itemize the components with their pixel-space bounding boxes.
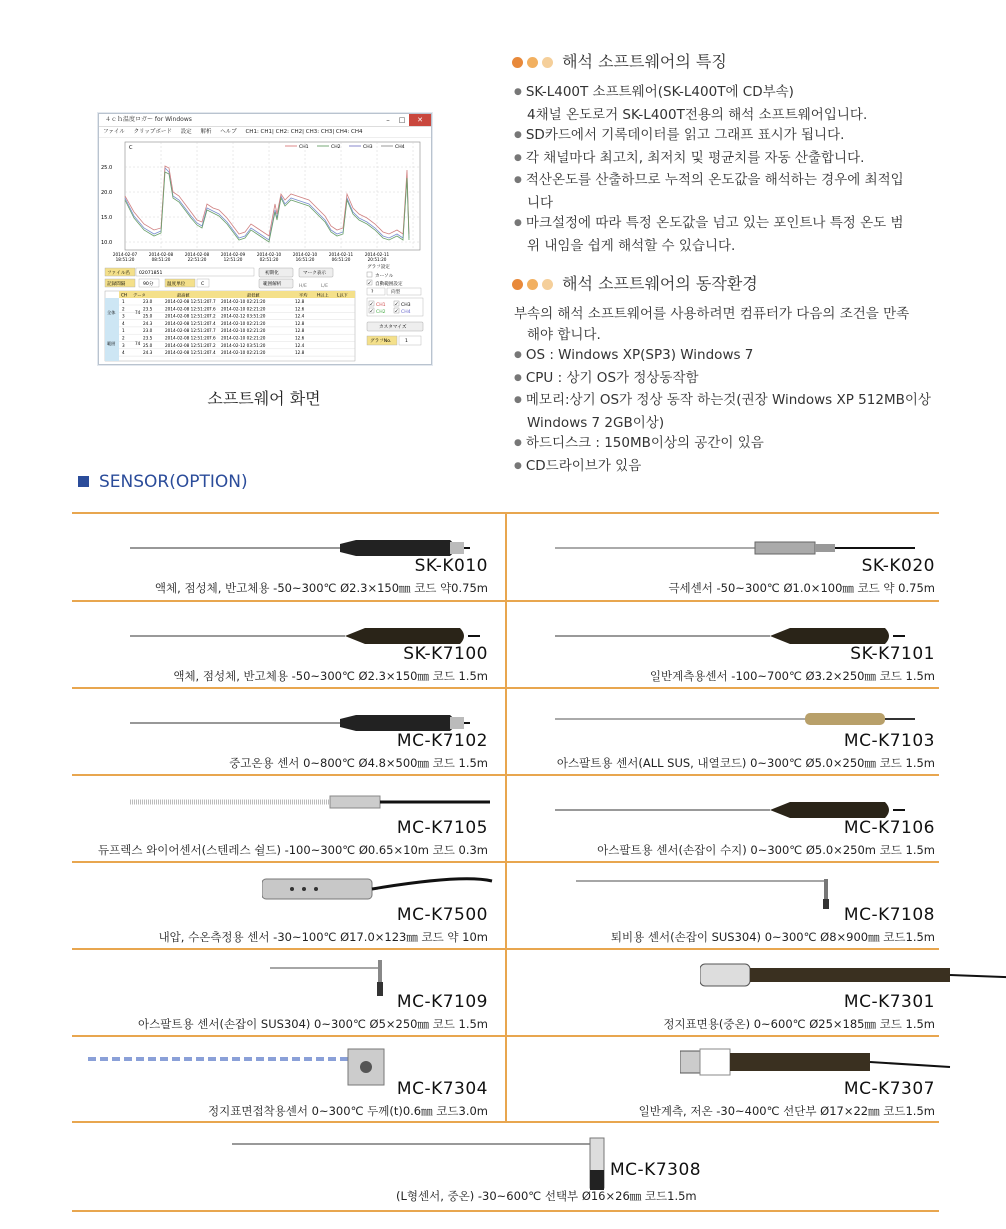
sensor-description: 아스팔트용 센서(손잡이 수지) 0~300℃ Ø5.0×250m 코드 1.5m [597,843,935,857]
range-button-label: 範囲解析 [263,282,282,287]
table-cell: 2014-02-08 12:51:20 [165,306,210,312]
row-group-label: 全体 [107,310,116,315]
table-cell: 23.0 [143,299,153,304]
features-title [512,49,727,72]
table-cell: 1 [122,299,125,304]
table-cell: 1 [122,328,125,334]
x-tick: 18:51:20 [115,257,135,262]
table-cell: 2014-02-08 12:51:20 [165,342,210,348]
divider [72,1210,939,1212]
sensor-cell [509,1037,937,1121]
list-item: ● SK-L400T 소프트웨어(SK-L400T에 CD부속) [514,82,944,105]
list-item: 해야 합니다. [527,326,601,343]
x-tick: 2014-02-10 [256,252,282,257]
sensor-model: SK-K010 [414,556,488,576]
table-cell: 2014-02-10 02:21:20 [221,328,266,334]
table-cell: 2014-02-08 12:51:20 [165,320,210,326]
table-cell: 2014-02-12 03:51:20 [221,313,266,319]
sensor-description: 극세센서 -50~300℃ Ø1.0×100㎜ 코드 약 0.75m [668,581,935,595]
sensor-cell [509,863,937,947]
list-item: 위 내임을 쉽게 해석할 수 있습니다. [527,237,736,254]
table-cell: 2014-02-08 12:51:20 [165,335,210,341]
y-tick: 10.0 [101,240,113,246]
ch2-label: CH2 [376,310,386,315]
sensor-description: 아스팔트용 센서(손잡이 SUS304) 0~300℃ Ø5×250㎜ 코드 1.5m [138,1017,488,1031]
init-button-label: 初期化 [265,271,279,276]
interval-label: 記録間隔 [107,282,126,287]
sensor-description: 액체, 점성체, 반고체용 -50~300℃ Ø2.3×150㎜ 코드 약0.75m [154,581,488,595]
features-list [514,82,944,256]
sensor-description: 액체, 점성체, 반고체용 -50~300℃ Ø2.3×150㎜ 코드 1.5m [173,669,488,683]
x-tick: 2014-02-07 [112,252,138,257]
sensor-cell [74,1037,490,1121]
sensor-cell [74,514,490,598]
row-group-label: 範囲 [107,341,116,346]
table-cell: 7.6 [209,335,216,341]
table-cell: 12.8 [295,350,305,356]
legend-ch3: CH3 [363,145,373,150]
sensor-model: MC-K7106 [843,818,935,838]
sensor-description: 아스팔트용 센서(ALL SUS, 내열코드) 0~300℃ Ø5.0×250㎜ 코드 1.5m [556,756,935,770]
mark-button-label: マーク表示 [303,271,326,276]
x-tick: 16:51:20 [295,257,315,262]
table-cell: 2014-02-08 12:51:20 [165,350,210,356]
table-cell: 23.5 [143,335,153,341]
check-icon: ✓ [367,280,372,287]
minimize-icon: – [386,116,390,124]
sensor-heading-text: SENSOR(OPTION) [99,472,248,492]
sensor-cell [509,776,937,860]
unit-label: 温度単位 [167,282,186,287]
table-cell: 24.3 [143,350,153,356]
table-cell: 2014-02-08 12:51:20 [165,299,210,304]
check-icon: ✓ [394,301,399,308]
menu-item: ヘルプ [220,129,237,135]
x-tick: 2014-02-09 [220,252,246,257]
table-cell: 4 [122,350,125,356]
table-header: データ [133,292,146,298]
sensor-cell [74,1124,940,1208]
window-title: ４ｃｈ温度ロガー for Windows [105,116,192,123]
software-screenshot [98,113,432,365]
list-item: ● 각 채널마다 최고치, 최저치 및 평균치를 자동 산출합니다. [514,148,944,171]
sensor-description: 일반계측용센서 -100~700℃ Ø3.2×250㎜ 코드 1.5m [649,669,935,683]
table-cell: 2 [122,335,125,341]
menu-item: 解析 [200,129,212,135]
bullet-dots-icon [512,274,557,293]
unit-value: C [201,282,205,287]
sensor-model: MC-K7307 [843,1079,935,1099]
x-tick: 2014-02-10 [292,252,318,257]
table-cell: 3 [122,313,125,319]
table-cell: 7.4 [209,320,216,326]
menu-item: クリップボード [133,129,172,135]
list-item: Windows 7 2GB이상) [527,414,665,431]
legend-ch4: CH4 [395,145,405,150]
legend-ch2: CH2 [331,145,341,150]
table-cell: 3 [122,342,125,348]
sensor-cell [509,950,937,1034]
ch1-label: CH1 [376,303,386,308]
environment-title-text: 해석 소프트웨어의 동작환경 [562,274,758,293]
sensor-model: SK-K7101 [850,644,935,664]
table-cell: 12.4 [295,313,305,319]
menu-item: 設定 [180,129,192,135]
graph-no-label: グラフNo. [370,339,392,344]
table-cell: 12.6 [295,306,305,312]
list-item: ● 하드디스크 : 150MB이상의 공간이 있음 [514,433,944,456]
table-cell: 2014-02-10 02:21:20 [221,299,266,304]
x-tick: 02:51:20 [259,257,279,262]
file-label: ファイル名 [107,271,130,276]
table-cell: 2014-02-10 02:21:20 [221,306,266,312]
cursor-checkbox[interactable] [367,272,372,277]
table-header: 最高値 [177,292,190,298]
range-unit: 向型 [391,290,401,295]
row-group-count: 74 [135,341,141,346]
table-cell: 12.6 [295,335,305,341]
graph-no-value: 1 [405,339,408,344]
list-item: ● 마크설정에 따라 특정 온도값을 넘고 있는 포인트나 특정 온도 범 [514,213,944,236]
window-titlebar [99,114,431,127]
menu-item: CH1: CH1| CH2: CH2| CH3: CH3| CH4: CH4 [245,129,363,135]
sensor-model: MC-K7102 [396,731,488,751]
customize-label: カスタマイズ [379,325,407,330]
sensor-model: MC-K7103 [843,731,935,751]
table-cell: 12.8 [295,299,305,304]
table-cell: 2014-02-10 02:21:20 [221,320,266,326]
x-tick: 2014-02-08 [148,252,174,257]
table-cell: 7.2 [209,313,216,319]
list-item: 부속의 해석 소프트웨어를 사용하려면 컴퓨터가 다음의 조건을 만족 [514,306,910,322]
row-group-count: 74 [135,310,141,315]
screenshot-body [99,138,429,364]
y-tick: 15.0 [101,215,113,221]
list-item: 니다 [527,194,554,211]
ch3-label: CH3 [401,303,411,308]
table-cell: 12.4 [295,342,305,348]
table-cell: 23.5 [143,306,153,312]
sensor-cell [74,950,490,1034]
range-value: ? [371,290,374,295]
sensor-cell [509,689,937,773]
x-tick: 12:51:20 [223,257,243,262]
sensor-model: SK-K020 [861,556,935,576]
ll-label: L/E [321,284,329,289]
table-cell: 7.2 [209,342,216,348]
table-header: 平均 [299,292,308,298]
sensor-heading [78,472,248,492]
sensor-model: MC-K7108 [843,905,935,925]
table-header: H以上 [317,292,329,298]
table-cell: 25.0 [143,313,153,319]
close-icon: ✕ [409,114,431,126]
x-tick: 2014-02-11 [328,252,354,257]
check-icon: ✓ [369,301,374,308]
x-tick: 2014-02-11 [364,252,390,257]
list-item: ● SD카드에서 기록데이터를 읽고 그래프 표시가 됩니다. [514,125,944,148]
table-cell: 7.7 [209,328,216,334]
check-icon: ✓ [394,308,399,315]
list-item: ● OS : Windows XP(SP3) Windows 7 [514,345,944,368]
sensor-description: 퇴비용 센서(손잡이 SUS304) 0~300℃ Ø8×900㎜ 코드1.5m [610,930,935,944]
sensor-model: MC-K7304 [396,1079,488,1099]
sensor-description: 정지표면용(중온) 0~600℃ Ø25×185㎜ 코드 1.5m [663,1017,935,1031]
sensor-description: 일반계측, 저온 -30~400℃ 선단부 Ø17×22㎜ 코드1.5m [638,1104,935,1118]
hl-label: H/E [299,284,307,289]
sensor-probe-image [232,1130,612,1194]
menu-item: ファイル [103,129,125,135]
sensor-model: MC-K7301 [843,992,935,1012]
table-cell: 2014-02-08 12:51:20 [165,313,210,319]
table-header: 最低値 [247,292,260,298]
graph-settings: グラフ設定 [367,265,390,270]
ch4-label: CH4 [401,310,411,315]
table-cell: 2014-02-10 02:21:20 [221,350,266,356]
sensor-description: 중고온용 센서 0~800℃ Ø4.8×500㎜ 코드 1.5m [229,756,488,770]
sensor-description: (L형센서, 중온) -30~600℃ 선택부 Ø16×26㎜ 코드1.5m [396,1189,697,1203]
table-cell: 7.7 [209,299,216,304]
x-tick: 06:51:20 [331,257,351,262]
table-cell: 2014-02-12 03:51:20 [221,342,266,348]
sensor-cell [74,602,490,686]
table-cell: 7.4 [209,350,216,356]
sensor-description: 내압, 수온측정용 센서 -30~100℃ Ø17.0×123㎜ 코드 약 10m [158,930,488,944]
list-item: ● CD드라이브가 있음 [514,456,944,479]
plot-area [125,142,420,250]
table-cell: 25.0 [143,342,153,348]
y-unit: C [129,145,133,151]
table-cell: 12.8 [295,320,305,326]
file-value: 02071851 [139,271,163,276]
graph-no-spinner[interactable] [399,336,421,345]
sensor-cell [509,514,937,598]
sensor-cell [509,602,937,686]
table-header: CH [121,292,128,298]
square-icon [78,476,89,487]
interval-value: 90分 [143,282,154,287]
table-cell: 4 [122,320,125,326]
bullet-dots-icon [512,52,557,71]
table-cell: 2 [122,306,125,312]
list-item: ● 메모리:상기 OS가 정상 동작 하는것(권장 Windows XP 512MB이상 [514,390,944,413]
x-tick: 08:51:20 [151,257,171,262]
sensor-model: MC-K7308 [610,1160,702,1180]
auto-range-label: 自動範囲設定 [375,282,403,287]
table-cell: 7.6 [209,306,216,312]
sensor-description: 듀프렉스 와이어센서(스텐레스 쉴드) -100~300℃ Ø0.65×10m 코드 0.3m [98,843,488,857]
menu-bar [99,127,431,138]
table-header: L以下 [337,292,348,298]
sensor-cell [74,863,490,947]
list-item: ● CPU : 상기 OS가 정상동작함 [514,368,944,391]
maximize-icon: □ [398,116,406,124]
x-tick: 22:51:20 [187,257,207,262]
environment-title [512,271,758,294]
sensor-cell [74,689,490,773]
sensor-model: SK-K7100 [403,644,488,664]
sensor-model: MC-K7500 [396,905,488,925]
check-icon: ✓ [369,308,374,315]
table-cell: 23.0 [143,328,153,334]
screenshot-caption: 소프트웨어 화면 [207,389,321,408]
table-cell: 2014-02-10 02:21:20 [221,335,266,341]
y-tick: 20.0 [101,190,113,196]
divider [505,512,507,1123]
legend-ch1: CH1 [299,145,309,150]
features-title-text: 해석 소프트웨어의 특징 [562,52,727,71]
x-tick: 2014-02-08 [184,252,210,257]
sensor-description: 정지표면접착용센서 0~300℃ 두께(t)0.6㎜ 코드3.0m [208,1104,488,1118]
table-cell: 2014-02-08 12:51:20 [165,328,210,334]
list-item: ● 적산온도를 산출하므로 누적의 온도값을 해석하는 경우에 최적입 [514,170,944,193]
environment-list [514,304,944,478]
sensor-model: MC-K7105 [396,818,488,838]
sensor-model: MC-K7109 [396,992,488,1012]
table-cell: 12.8 [295,328,305,334]
cursor-label: カーソル [375,274,394,279]
sensor-cell [74,776,490,860]
y-tick: 25.0 [101,165,113,171]
x-tick: 20:51:20 [367,257,387,262]
table-cell: 24.3 [143,320,153,326]
list-item: 4채널 온도로거 SK-L400T전용의 해석 소프트웨어입니다. [527,106,868,123]
